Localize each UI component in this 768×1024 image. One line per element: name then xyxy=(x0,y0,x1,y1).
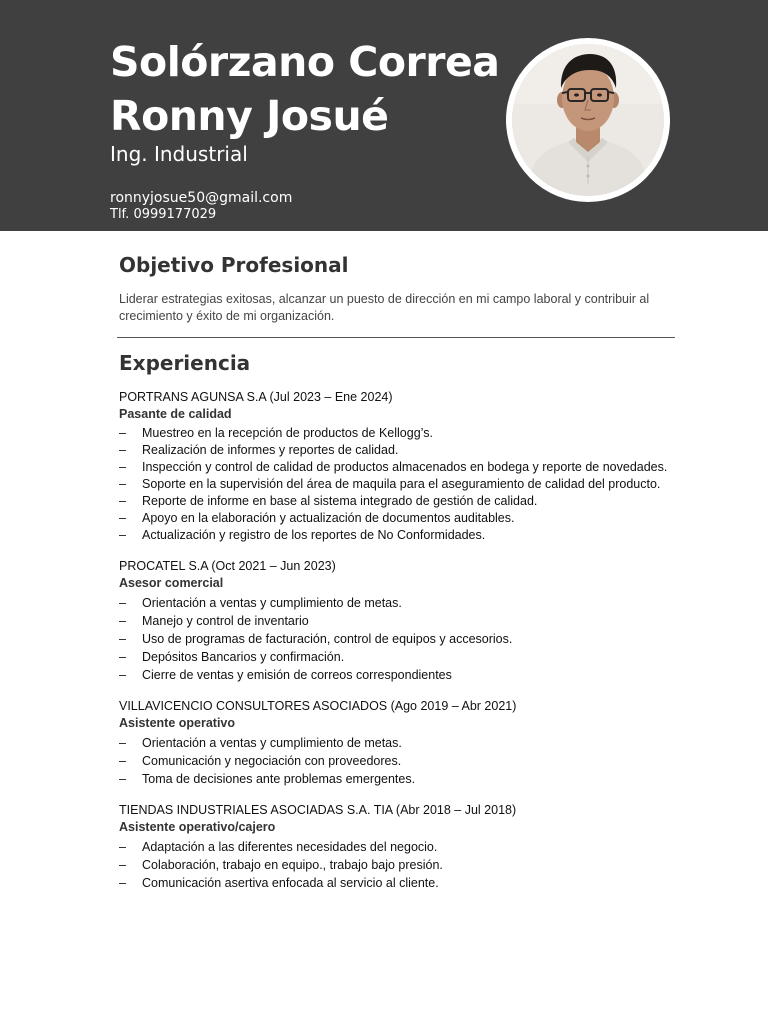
job-duties-list xyxy=(119,594,699,684)
professional-title: Ing. Industrial xyxy=(110,142,248,166)
job-duty xyxy=(119,594,699,612)
bullet-dash: – xyxy=(119,840,126,854)
job-position: Asistente operativo/cajero xyxy=(119,820,276,834)
job-company: PROCATEL S.A (Oct 2021 – Jun 2023) xyxy=(119,559,336,573)
job-duty-text: Comunicación y negociación con proveedores. xyxy=(142,754,402,768)
bullet-dash: – xyxy=(119,460,126,474)
job-duty xyxy=(119,874,699,892)
job-duty-text: Reporte de informe en base al sistema integrado de gestión de calidad. xyxy=(142,494,538,508)
job-company: PORTRANS AGUNSA S.A (Jul 2023 – Ene 2024) xyxy=(119,390,393,404)
email-address[interactable]: ronnyjosue50@gmail.com xyxy=(110,190,293,206)
job-duty-text: Inspección y control de calidad de productos almacenados en bodega y reporte de novedades. xyxy=(142,460,668,474)
job-duty-text: Toma de decisiones ante problemas emergentes. xyxy=(142,772,416,786)
job-entry xyxy=(119,698,699,788)
bullet-dash: – xyxy=(119,477,126,491)
job-duty xyxy=(119,630,699,648)
job-duty xyxy=(119,527,699,544)
job-duty-text: Uso de programas de facturación, control de equipos y accesorios. xyxy=(142,632,513,646)
bullet-dash: – xyxy=(119,858,126,872)
job-entry xyxy=(119,389,699,544)
job-duty xyxy=(119,510,699,527)
bullet-dash: – xyxy=(119,443,126,457)
job-position: Asesor comercial xyxy=(119,576,224,590)
job-duties-list xyxy=(119,425,699,544)
job-duty xyxy=(119,752,699,770)
job-duty xyxy=(119,493,699,510)
job-duty-text: Orientación a ventas y cumplimiento de metas. xyxy=(142,736,402,750)
job-duty xyxy=(119,838,699,856)
job-duty-text: Depósitos Bancarios y confirmación. xyxy=(142,650,345,664)
job-duty xyxy=(119,442,699,459)
job-duty-text: Adaptación a las diferentes necesidades del negocio. xyxy=(142,840,438,854)
job-duty xyxy=(119,612,699,630)
job-duty-text: Apoyo en la elaboración y actualización de documentos auditables. xyxy=(142,511,515,525)
bullet-dash: – xyxy=(119,426,126,440)
job-position: Asistente operativo xyxy=(119,716,236,730)
job-company: VILLAVICENCIO CONSULTORES ASOCIADOS (Ago 2019 – Abr 2021) xyxy=(119,699,517,713)
job-duty-text: Manejo y control de inventario xyxy=(142,614,309,628)
job-duty-text: Comunicación asertiva enfocada al servicio al cliente. xyxy=(142,876,439,890)
header-banner xyxy=(0,0,768,231)
section-divider xyxy=(117,337,675,338)
job-position: Pasante de calidad xyxy=(119,407,232,421)
job-duty-text: Soporte en la supervisión del área de maquila para el aseguramiento de calidad del producto. xyxy=(142,477,661,491)
bullet-dash: – xyxy=(119,494,126,508)
bullet-dash: – xyxy=(119,528,126,542)
job-duty-text: Actualización y registro de los reportes de No Conformidades. xyxy=(142,528,486,542)
job-duty xyxy=(119,856,699,874)
bullet-dash: – xyxy=(119,736,126,750)
job-duty-text: Muestreo en la recepción de productos de Kellogg’s. xyxy=(142,426,433,440)
bullet-dash: – xyxy=(119,511,126,525)
job-entry xyxy=(119,558,699,684)
bullet-dash: – xyxy=(119,632,126,646)
job-duty xyxy=(119,425,699,442)
bullet-dash: – xyxy=(119,650,126,664)
job-duty xyxy=(119,648,699,666)
job-company: TIENDAS INDUSTRIALES ASOCIADAS S.A. TIA (Abr 2018 – Jul 2018) xyxy=(119,803,517,817)
job-duty-text: Cierre de ventas y emisión de correos correspondientes xyxy=(142,668,452,682)
job-duty xyxy=(119,734,699,752)
experience-heading: Experiencia xyxy=(119,351,251,375)
job-duties-list xyxy=(119,838,699,892)
name-line-given-names: Ronny Josué xyxy=(110,92,389,140)
job-duties-list xyxy=(119,734,699,788)
name-line-surnames: Solórzano Correa xyxy=(110,38,500,86)
objective-heading: Objetivo Profesional xyxy=(119,253,349,277)
job-duty xyxy=(119,666,699,684)
phone-number: Tlf. 0999177029 xyxy=(110,207,217,222)
bullet-dash: – xyxy=(119,754,126,768)
job-duty-text: Colaboración, trabajo en equipo., trabajo bajo presión. xyxy=(142,858,443,872)
bullet-dash: – xyxy=(119,614,126,628)
bullet-dash: – xyxy=(119,876,126,890)
job-duty-text: Orientación a ventas y cumplimiento de metas. xyxy=(142,596,402,610)
objective-section xyxy=(119,250,675,325)
portrait-illustration xyxy=(512,44,664,196)
profile-photo xyxy=(506,38,670,202)
job-duty xyxy=(119,459,699,476)
job-duty xyxy=(119,476,699,493)
bullet-dash: – xyxy=(119,772,126,786)
experience-list xyxy=(119,389,699,906)
job-duty-text: Realización de informes y reportes de calidad. xyxy=(142,443,399,457)
job-entry xyxy=(119,802,699,892)
bullet-dash: – xyxy=(119,596,126,610)
objective-text: Liderar estrategias exitosas, alcanzar un puesto de dirección en mi campo laboral y contribuir al crecimiento y éxito de mi organización. xyxy=(119,292,650,323)
job-duty xyxy=(119,770,699,788)
bullet-dash: – xyxy=(119,668,126,682)
